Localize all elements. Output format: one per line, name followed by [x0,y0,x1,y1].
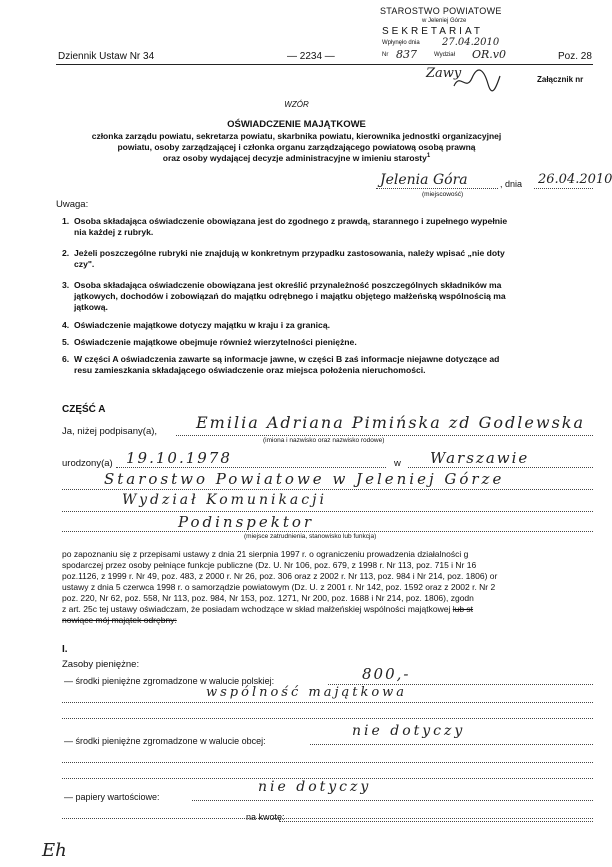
position-caption: (miejsce zatrudnienia, stanowisko lub funkcja) [244,533,377,540]
journal-title: Dziennik Ustaw Nr 34 [58,51,155,62]
date-label: , dnia [500,179,523,189]
employer-line-1: Starostwo Powiatowe w Jeleniej Górze [104,470,505,488]
employer-rule-2 [62,511,593,512]
page-number: — 2234 — [287,51,335,62]
note-item: 5. Oświadczenie majątkowe obejmuje również wierzytelności pieniężne. [62,337,357,347]
note-item: 2. Jeżeli poszczególne rubryki nie znajdują w konkretnym przypadku zastosowania, należy wpisać „nie doty czy". [62,248,505,269]
signature-scribble-icon [452,68,502,94]
position-rule [62,531,593,532]
note-item: 4. Oświadczenie majątkowe dotyczy majątku w kraju i za granicą. [62,320,330,330]
stamp-dept-value: OR.v0 [472,48,507,61]
footer-initials: Eh [42,840,67,861]
section-a-heading: CZĘŚĆ A [62,404,106,415]
notes-heading: Uwaga: [56,199,89,210]
pln-funds-line-3 [62,718,593,719]
template-label: WZÓR [284,100,309,109]
title-subtitle-2: powiatu, osoby zarządzającej i członka organu zarządzającego powiatową osobą prawną [117,142,476,152]
law-text-line: ustawy z dnia 5 czerwca 1998 r. o samorządzie powiatowym (Dz. U. z 2001 r. Nr 142, poz. 1592 oraz z 2002 r. Nr 2 [62,582,496,592]
position-number: Poz. 28 [558,51,592,62]
law-text-line: z art. 25c tej ustawy oświadczam, że posiadam wchodzące w skład małżeńskiej wspólności majątkowej lub st [62,604,474,614]
pln-funds-label: — środki pieniężne zgromadzone w walucie polskiej: [64,676,275,686]
amount-label: na kwotę: [246,812,285,822]
stamp-nr-value: 837 [396,48,417,61]
place-value: Jelenia Góra [380,172,468,188]
birth-date: 19.10.1978 [126,449,232,467]
securities-label: — papiery wartościowe: [64,792,160,802]
date-value: 26.04.2010 [538,172,612,187]
struck-text: lub st [452,604,474,614]
struck-text: nowiące mój majątek odrębny: [62,615,177,625]
job-position: Podinspektor [178,513,315,531]
page-title: OŚWIADCZENIE MAJĄTKOWE [227,119,366,130]
stamp-nr-label: Nr [382,52,389,58]
note-item: 1. Osoba składająca oświadczenie obowiązana jest do zgodnego z prawdą, starannego i zupełnego wypełnie nia każdej z rubryk. [62,216,508,237]
foreign-funds-label: — środki pieniężne zgromadzone w walucie obcej: [64,736,266,746]
foreign-funds-line [310,744,593,745]
stamp-line2: w Jeleniej Górze [422,18,467,24]
place-caption: (miejscowość) [422,191,464,198]
birth-place: Warszawie [430,449,530,467]
declarant-name: Emilia Adriana Pimińska zd Godlewska [196,413,586,432]
name-caption: (imiona i nazwisko oraz nazwisko rodowe) [263,437,385,444]
date-line [534,188,593,189]
law-text-line: spodarczej przez osoby pełniące funkcje publiczne (Dz. U. Nr 106, poz. 679, z 1998 r. Nr 113, poz. 715 i Nr 16 [62,560,477,570]
securities-value: nie dotyczy [258,779,372,795]
birth-place-line [408,467,593,468]
employer-line-2: Wydział Komunikacji [122,492,327,508]
foreign-funds-value: nie dotyczy [352,723,466,739]
law-text-line: po zapoznaniu się z przepisami ustawy z dnia 21 sierpnia 1997 r. o ograniczeniu prowadzenia działalności g [62,549,469,559]
name-line [176,435,593,436]
header-rule [56,64,593,65]
employer-rule-1 [62,489,593,490]
pln-funds-value: 800,- [362,665,411,683]
stamp-line1: STAROSTWO POWIATOWE [380,6,502,16]
title-subtitle-3: oraz osoby wydającej decyzje administracyjne w imieniu starosty$^1$ [162,153,431,163]
section-i-heading: I. [62,644,68,655]
stamp-received-label: Wpłynęło dnia [382,40,420,46]
birth-date-line [116,467,386,468]
place-line [376,188,498,189]
note-item: 6. W części A oświadczenia zawarte są informacje jawne, w części B zaś informacje niejawne dotyczące ad resu zamieszkania składającego oświadczenie oraz miejsca położenia nieruchomości. [62,354,500,375]
amount-line [280,821,593,822]
stamp-initials: Zawy [426,66,462,81]
declarant-label: Ja, niżej podpisany(a), [62,426,158,437]
pln-funds-line-2 [62,702,593,703]
securities-line [192,800,593,801]
law-text-line: poz.1126, z 1999 r. Nr 49, poz. 483, z 2000 r. Nr 26, poz. 306 oraz z 2002 r. Nr 113, poz. 984 i Nr 214, poz. 1806) or [62,571,498,581]
title-subtitle-1: członka zarządu powiatu, sekretarza powiatu, skarbnika powiatu, kierownika jednostki organizacyjnej [91,131,502,141]
stamp-dept-label: Wydział [434,52,455,58]
registry-stamp [376,6,526,64]
stamp-line3: SEKRETARIAT [382,26,483,37]
born-label: urodzony(a) [62,458,113,469]
foreign-funds-line-2 [62,762,593,763]
note-item: 3. Osoba składająca oświadczenie obowiązana jest określić przynależność poszczególnych składników ma jątkowych, dochodów i zobowiązań do majątku odrębnego i majątku objętego małżeńską wspólnością ma jątkową. [62,280,506,312]
born-in-label: w [394,458,401,469]
law-text-line: poz. 220, Nr 62, poz. 558, Nr 113, poz. 984, Nr 153, poz. 1271, Nr 200, poz. 1688 i Nr 214, poz. 1806), zgodn [62,593,474,603]
cash-heading: Zasoby pieniężne: [62,659,140,670]
stamp-received-date: 27.04.2010 [442,37,500,48]
attachment-label: Załącznik nr [537,75,584,84]
pln-funds-note: wspólność majątkowa [206,685,408,700]
securities-line-2 [62,818,593,819]
